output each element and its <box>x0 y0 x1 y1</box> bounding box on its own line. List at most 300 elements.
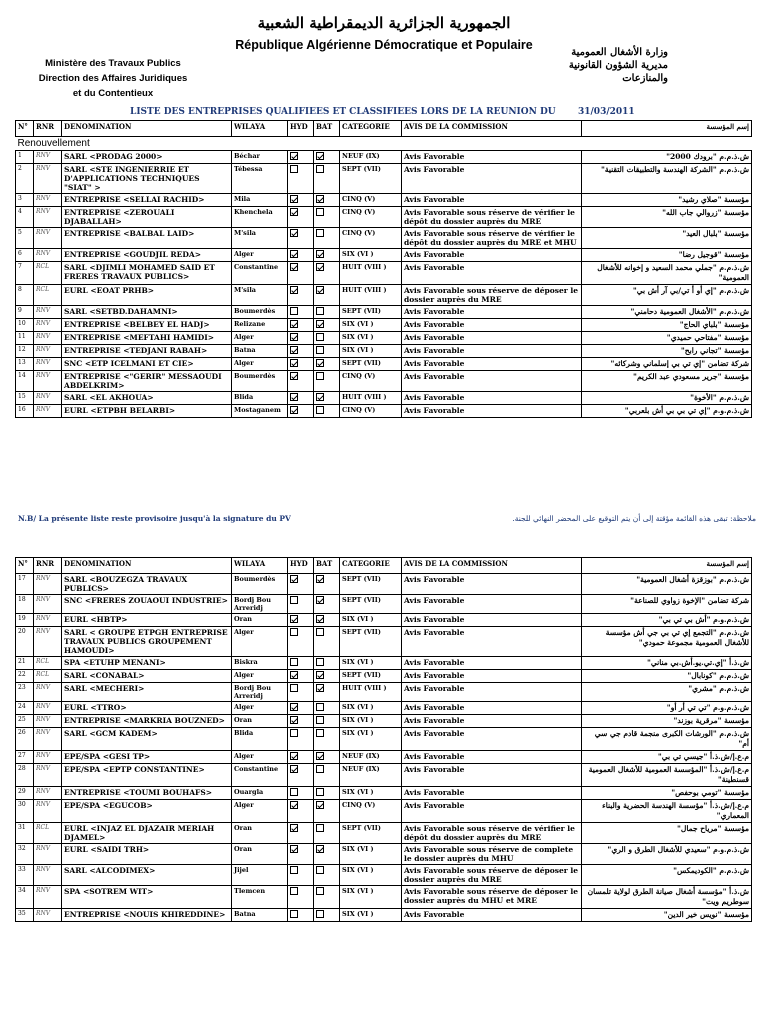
hyd-checkbox[interactable] <box>290 393 298 401</box>
row-rnr: RNV <box>34 728 62 751</box>
company-name: EPE/SPA <EGUCOB> <box>62 800 232 823</box>
row-rnr: RCL <box>34 823 62 844</box>
bat-cell <box>314 614 340 627</box>
company-name: ENTREPRISE <SELLAI RACHID> <box>62 194 232 207</box>
arabic-name: ش.ذ.م.م "التجمع إي تي بي جي أش مؤسسة للأشغال العمومية مجموعة حمودي" <box>582 627 752 657</box>
bat-cell <box>314 358 340 371</box>
category: SEPT (VII) <box>340 574 402 595</box>
bat-cell <box>314 909 340 922</box>
hyd-cell <box>288 194 314 207</box>
hyd-checkbox[interactable] <box>290 208 298 216</box>
company-name: ENTREPRISE <TOUMI BOUHAFS> <box>62 787 232 800</box>
row-number: 10 <box>16 319 34 332</box>
row-number: 7 <box>16 262 34 285</box>
table-row <box>16 787 752 800</box>
arabic-name: ش.ذ.م.و.م "سعيدي للأشغال الطرق و الري" <box>582 844 752 865</box>
section-row <box>16 137 752 151</box>
bat-checkbox[interactable] <box>316 359 324 367</box>
row-rnr: RNV <box>34 844 62 865</box>
nb-note-french: N.B/ La présente liste reste provisoire jusqu'à la signature du PV <box>18 514 291 523</box>
wilaya: Blida <box>232 728 288 751</box>
commission-opinion: Avis Favorable <box>402 392 582 405</box>
row-rnr: RNV <box>34 595 62 614</box>
arabic-name: مؤسسة "نويس خير الدين" <box>582 909 752 922</box>
row-rnr: RNV <box>34 151 62 164</box>
row-number: 15 <box>16 392 34 405</box>
arabic-name: ش.ذ.م.م "الأشغال العمومية دحامني" <box>582 306 752 319</box>
hyd-cell <box>288 886 314 909</box>
row-rnr: RNV <box>34 787 62 800</box>
bat-checkbox[interactable] <box>316 596 324 604</box>
commission-opinion: Avis Favorable sous réserve de vérifier le dépôt du dossier auprès du MRE <box>402 207 582 228</box>
col-rnr: RNR <box>34 558 62 574</box>
wilaya: Constantine <box>232 764 288 787</box>
table-row <box>16 358 752 371</box>
table-row <box>16 306 752 319</box>
company-name: ENTREPRISE <BELBEY EL HADJ> <box>62 319 232 332</box>
company-name: SNC <FRERES ZOUAOUI INDUSTRIE> <box>62 595 232 614</box>
row-number: 2 <box>16 164 34 194</box>
table-row <box>16 800 752 823</box>
bat-checkbox[interactable] <box>316 250 324 258</box>
arabic-name: م.ع.إ/ش.ذ.أ "جيسي تي بي" <box>582 751 752 764</box>
wilaya: Batna <box>232 345 288 358</box>
row-number: 28 <box>16 764 34 787</box>
category: CINQ (V) <box>340 207 402 228</box>
row-number: 22 <box>16 670 34 683</box>
arabic-name: ش.ذ.م.و.م "أش بي تي بي" <box>582 614 752 627</box>
table-row <box>16 715 752 728</box>
ministry-line-ar: والمنازعات <box>622 73 668 84</box>
bat-checkbox[interactable] <box>316 866 324 874</box>
wilaya: Jijel <box>232 865 288 886</box>
company-name: EURL <EOAT PRHB> <box>62 285 232 306</box>
hyd-checkbox[interactable] <box>290 406 298 414</box>
arabic-name: ش.ذ.م.م "الورشات الكبرى منجمة قادم جي سي أم" <box>582 728 752 751</box>
arabic-name: مؤسسة "تومي بوحفص" <box>582 787 752 800</box>
company-name: SPA <ETUHP MENANI> <box>62 657 232 670</box>
bat-checkbox[interactable] <box>316 658 324 666</box>
arabic-name: مؤسسة "مرقرية بوزند" <box>582 715 752 728</box>
hyd-checkbox[interactable] <box>290 575 298 583</box>
commission-opinion: Avis Favorable <box>402 800 582 823</box>
hyd-cell <box>288 764 314 787</box>
commission-opinion: Avis Favorable <box>402 787 582 800</box>
companies-table-2 <box>15 557 752 922</box>
hyd-cell <box>288 358 314 371</box>
table-row <box>16 595 752 614</box>
col-hyd: HYD <box>288 558 314 574</box>
company-name: ENTREPRISE <NOUIS KHIREDDINE> <box>62 909 232 922</box>
hyd-checkbox[interactable] <box>290 887 298 895</box>
bat-cell <box>314 715 340 728</box>
commission-opinion: Avis Favorable <box>402 306 582 319</box>
hyd-cell <box>288 800 314 823</box>
hyd-checkbox[interactable] <box>290 716 298 724</box>
wilaya: Tlemcen <box>232 886 288 909</box>
hyd-cell <box>288 627 314 657</box>
bat-checkbox[interactable] <box>316 729 324 737</box>
arabic-name: مؤسسة "بلباي الحاج" <box>582 319 752 332</box>
hyd-cell <box>288 715 314 728</box>
hyd-checkbox[interactable] <box>290 765 298 773</box>
bat-checkbox[interactable] <box>316 910 324 918</box>
hyd-checkbox[interactable] <box>290 628 298 636</box>
row-rnr: RNV <box>34 715 62 728</box>
hyd-cell <box>288 207 314 228</box>
wilaya: Batna <box>232 909 288 922</box>
col-arabic-name: إسم المؤسسة <box>582 558 752 574</box>
bat-cell <box>314 657 340 670</box>
hyd-checkbox[interactable] <box>290 250 298 258</box>
commission-opinion: Avis Favorable <box>402 595 582 614</box>
row-number: 30 <box>16 800 34 823</box>
table-row <box>16 657 752 670</box>
wilaya: Oran <box>232 614 288 627</box>
hyd-checkbox[interactable] <box>290 615 298 623</box>
row-number: 21 <box>16 657 34 670</box>
hyd-checkbox[interactable] <box>290 333 298 341</box>
bat-cell <box>314 844 340 865</box>
table-row <box>16 228 752 249</box>
arabic-name: مؤسسة "مفتاحي حميدي" <box>582 332 752 345</box>
wilaya: Alger <box>232 249 288 262</box>
arabic-name: ش.ذ.م.م "مشري" <box>582 683 752 702</box>
table-row <box>16 683 752 702</box>
arabic-name: ش.ذ.م.م "بوزقزة أشغال العمومية" <box>582 574 752 595</box>
hyd-checkbox[interactable] <box>290 658 298 666</box>
hyd-checkbox[interactable] <box>290 346 298 354</box>
bat-cell <box>314 627 340 657</box>
commission-opinion: Avis Favorable <box>402 702 582 715</box>
bat-checkbox[interactable] <box>316 263 324 271</box>
category: SIX (VI ) <box>340 715 402 728</box>
table-row <box>16 865 752 886</box>
hyd-checkbox[interactable] <box>290 788 298 796</box>
bat-checkbox[interactable] <box>316 372 324 380</box>
bat-checkbox[interactable] <box>316 703 324 711</box>
bat-checkbox[interactable] <box>316 801 324 809</box>
arabic-name: مؤسسة "مرياح جمال" <box>582 823 752 844</box>
bat-cell <box>314 728 340 751</box>
company-name: SARL <BOUZEGZA TRAVAUX PUBLICS> <box>62 574 232 595</box>
company-name: EURL <SAIDI TRH> <box>62 844 232 865</box>
commission-opinion: Avis Favorable <box>402 574 582 595</box>
category: HUIT (VIII ) <box>340 262 402 285</box>
col-rnr: RNR <box>34 121 62 137</box>
bat-checkbox[interactable] <box>316 575 324 583</box>
row-number: 18 <box>16 595 34 614</box>
bat-checkbox[interactable] <box>316 393 324 401</box>
arabic-name: م.ع.إ/ش.ذ.أ "مؤسسة الهندسة الحضرية والبناء المعماري" <box>582 800 752 823</box>
hyd-cell <box>288 285 314 306</box>
bat-checkbox[interactable] <box>316 615 324 623</box>
bat-cell <box>314 595 340 614</box>
ministry-line: Direction des Affaires Juridiques <box>38 73 188 84</box>
hyd-checkbox[interactable] <box>290 286 298 294</box>
arabic-name: ش.ذ.م.م "جملي محمد السعيد و إخوانه للأشغال العمومية" <box>582 262 752 285</box>
hyd-checkbox[interactable] <box>290 845 298 853</box>
arabic-name: ش.ذ.م.و.م "إي تي بي بي أش بلعربي" <box>582 405 752 418</box>
commission-opinion: Avis Favorable sous réserve de déposer le dossier auprès du MRE <box>402 865 582 886</box>
row-number: 12 <box>16 345 34 358</box>
bat-checkbox[interactable] <box>316 684 324 692</box>
commission-opinion: Avis Favorable <box>402 627 582 657</box>
nb-note-arabic: ملاحظة: تبقى هذه القائمة مؤقتة إلى أن يتم التوقيع على المحضر النهائي للجنة. <box>512 514 756 523</box>
company-name: ENTREPRISE <ZEROUALI DJABALLAH> <box>62 207 232 228</box>
wilaya: Béchar <box>232 151 288 164</box>
company-name: ENTREPRISE <MARKRIA BOUZNED> <box>62 715 232 728</box>
table-row <box>16 823 752 844</box>
commission-opinion: Avis Favorable <box>402 262 582 285</box>
table-row <box>16 844 752 865</box>
arabic-name: شركة تضامن "إي تي بي إسلماني وشركائه" <box>582 358 752 371</box>
hyd-cell <box>288 405 314 418</box>
commission-opinion: Avis Favorable <box>402 715 582 728</box>
commission-opinion: Avis Favorable sous réserve de vérifier le dépôt du dossier auprès du MRE et MHU <box>402 228 582 249</box>
row-rnr: RNV <box>34 392 62 405</box>
row-number: 24 <box>16 702 34 715</box>
bat-checkbox[interactable] <box>316 152 324 160</box>
hyd-checkbox[interactable] <box>290 703 298 711</box>
row-number: 35 <box>16 909 34 922</box>
category: CINQ (V) <box>340 194 402 207</box>
bat-cell <box>314 332 340 345</box>
wilaya: Relizane <box>232 319 288 332</box>
company-name: SARL <ALCODIMEX> <box>62 865 232 886</box>
arabic-name: مؤسسة "بلبال العيد" <box>582 228 752 249</box>
bat-cell <box>314 228 340 249</box>
row-rnr: RNV <box>34 405 62 418</box>
hyd-cell <box>288 371 314 392</box>
company-name: SARL <CONABAL> <box>62 670 232 683</box>
hyd-checkbox[interactable] <box>290 801 298 809</box>
hyd-checkbox[interactable] <box>290 165 298 173</box>
category: SIX (VI ) <box>340 249 402 262</box>
wilaya: Oran <box>232 844 288 865</box>
bat-checkbox[interactable] <box>316 229 324 237</box>
col-wilaya: WILAYA <box>232 558 288 574</box>
table-row <box>16 751 752 764</box>
bat-cell <box>314 194 340 207</box>
bat-cell <box>314 207 340 228</box>
row-number: 3 <box>16 194 34 207</box>
list-date: 31/03/2011 <box>578 107 635 117</box>
hyd-cell <box>288 332 314 345</box>
arabic-name: ش.ذ.م.م "كونابال" <box>582 670 752 683</box>
row-rnr: RCL <box>34 285 62 306</box>
bat-checkbox[interactable] <box>316 887 324 895</box>
bat-checkbox[interactable] <box>316 752 324 760</box>
hyd-checkbox[interactable] <box>290 596 298 604</box>
category: CINQ (V) <box>340 228 402 249</box>
row-rnr: RNV <box>34 886 62 909</box>
ministry-line-ar: وزارة الأشغال العمومية <box>571 47 668 58</box>
hyd-cell <box>288 574 314 595</box>
commission-opinion: Avis Favorable sous réserve de vérifier le dépôt du dossier auprès du MRE <box>402 823 582 844</box>
category: HUIT (VIII ) <box>340 683 402 702</box>
category: SIX (VI ) <box>340 657 402 670</box>
bat-checkbox[interactable] <box>316 716 324 724</box>
bat-cell <box>314 751 340 764</box>
bat-checkbox[interactable] <box>316 286 324 294</box>
bat-checkbox[interactable] <box>316 307 324 315</box>
row-rnr: RCL <box>34 262 62 285</box>
hyd-cell <box>288 319 314 332</box>
company-name: ENTREPRISE <TEDJANI RABAH> <box>62 345 232 358</box>
table-row <box>16 764 752 787</box>
arabic-title: الجمهورية الجزائرية الديمقراطية الشعبية <box>257 14 511 32</box>
bat-cell <box>314 371 340 392</box>
category: CINQ (V) <box>340 371 402 392</box>
bat-cell <box>314 683 340 702</box>
hyd-cell <box>288 595 314 614</box>
hyd-checkbox[interactable] <box>290 684 298 692</box>
row-number: 34 <box>16 886 34 909</box>
col-bat: BAT <box>314 558 340 574</box>
table-row <box>16 345 752 358</box>
bat-checkbox[interactable] <box>316 628 324 636</box>
arabic-name: ش.ذ.م.و.م "تي تي أر أو" <box>582 702 752 715</box>
category: SIX (VI ) <box>340 865 402 886</box>
commission-opinion: Avis Favorable <box>402 614 582 627</box>
category: SIX (VI ) <box>340 614 402 627</box>
company-name: SARL <MECHERI> <box>62 683 232 702</box>
table-row <box>16 392 752 405</box>
bat-checkbox[interactable] <box>316 195 324 203</box>
hyd-checkbox[interactable] <box>290 671 298 679</box>
hyd-checkbox[interactable] <box>290 910 298 918</box>
commission-opinion: Avis Favorable <box>402 751 582 764</box>
french-title: République Algérienne Démocratique et Populaire <box>235 38 533 52</box>
bat-checkbox[interactable] <box>316 346 324 354</box>
wilaya: M'sila <box>232 228 288 249</box>
company-name: EPE/SPA <GESI TP> <box>62 751 232 764</box>
ministry-line: et du Contentieux <box>72 88 154 99</box>
hyd-checkbox[interactable] <box>290 320 298 328</box>
category: SEPT (VII) <box>340 358 402 371</box>
company-name: ENTREPRISE <"GERIR" MESSAOUDI ABDELKRIM> <box>62 371 232 392</box>
hyd-checkbox[interactable] <box>290 729 298 737</box>
hyd-cell <box>288 728 314 751</box>
bat-checkbox[interactable] <box>316 765 324 773</box>
bat-cell <box>314 670 340 683</box>
commission-opinion: Avis Favorable <box>402 358 582 371</box>
bat-checkbox[interactable] <box>316 165 324 173</box>
hyd-checkbox[interactable] <box>290 229 298 237</box>
col-denomination: DENOMINATION <box>62 121 232 137</box>
company-name: ENTREPRISE <BALBAL LAID> <box>62 228 232 249</box>
table-row <box>16 405 752 418</box>
table-row <box>16 194 752 207</box>
hyd-checkbox[interactable] <box>290 263 298 271</box>
row-rnr: RNV <box>34 909 62 922</box>
hyd-cell <box>288 909 314 922</box>
arabic-name: ش.ذ.م.م "الشركة الهندسة والتطبيقات التقنية" <box>582 164 752 194</box>
category: SIX (VI ) <box>340 319 402 332</box>
company-name: SARL <DJIMLI MOHAMED SAID ET FRERES TRAVAUX PUBLICS> <box>62 262 232 285</box>
hyd-cell <box>288 392 314 405</box>
bat-checkbox[interactable] <box>316 845 324 853</box>
bat-checkbox[interactable] <box>316 406 324 414</box>
bat-checkbox[interactable] <box>316 333 324 341</box>
bat-checkbox[interactable] <box>316 320 324 328</box>
row-rnr: RNV <box>34 249 62 262</box>
hyd-cell <box>288 614 314 627</box>
wilaya: Alger <box>232 332 288 345</box>
category: SIX (VI ) <box>340 332 402 345</box>
commission-opinion: Avis Favorable <box>402 249 582 262</box>
wilaya: Biskra <box>232 657 288 670</box>
commission-opinion: Avis Favorable <box>402 909 582 922</box>
row-number: 29 <box>16 787 34 800</box>
hyd-cell <box>288 787 314 800</box>
category: SEPT (VII) <box>340 627 402 657</box>
hyd-cell <box>288 670 314 683</box>
table-row <box>16 285 752 306</box>
hyd-cell <box>288 151 314 164</box>
commission-opinion: Avis Favorable <box>402 194 582 207</box>
hyd-checkbox[interactable] <box>290 752 298 760</box>
hyd-checkbox[interactable] <box>290 824 298 832</box>
hyd-checkbox[interactable] <box>290 195 298 203</box>
bat-cell <box>314 319 340 332</box>
bat-cell <box>314 392 340 405</box>
hyd-checkbox[interactable] <box>290 372 298 380</box>
hyd-checkbox[interactable] <box>290 359 298 367</box>
row-rnr: RNV <box>34 764 62 787</box>
hyd-checkbox[interactable] <box>290 307 298 315</box>
wilaya: Alger <box>232 702 288 715</box>
hyd-checkbox[interactable] <box>290 866 298 874</box>
table-row <box>16 627 752 657</box>
bat-checkbox[interactable] <box>316 671 324 679</box>
wilaya: Alger <box>232 751 288 764</box>
company-name: EURL <HBTP> <box>62 614 232 627</box>
col-categorie: CATEGORIE <box>340 121 402 137</box>
bat-cell <box>314 306 340 319</box>
company-name: SARL <STE INGENIERRIE ET D'APPLICATIONS TECHNIQUES "SIAT" > <box>62 164 232 194</box>
row-rnr: RNV <box>34 371 62 392</box>
arabic-name: ش.ذ.م.م "برودك 2000" <box>582 151 752 164</box>
commission-opinion: Avis Favorable sous réserve de déposer le dossier auprès du MRE <box>402 285 582 306</box>
company-name: SARL <PRODAG 2000> <box>62 151 232 164</box>
table-header <box>16 558 752 574</box>
table-row <box>16 670 752 683</box>
row-rnr: RNV <box>34 683 62 702</box>
arabic-name: ش.ذ.أ "إي.تي.يو.أش.بي مناني" <box>582 657 752 670</box>
row-number: 27 <box>16 751 34 764</box>
wilaya: Alger <box>232 670 288 683</box>
hyd-checkbox[interactable] <box>290 152 298 160</box>
wilaya: Oran <box>232 823 288 844</box>
category: CINQ (V) <box>340 405 402 418</box>
wilaya: Khenchela <box>232 207 288 228</box>
bat-checkbox[interactable] <box>316 788 324 796</box>
commission-opinion: Avis Favorable <box>402 683 582 702</box>
bat-cell <box>314 345 340 358</box>
companies-table-1 <box>15 120 752 418</box>
category: HUIT (VIII ) <box>340 285 402 306</box>
hyd-cell <box>288 657 314 670</box>
bat-checkbox[interactable] <box>316 824 324 832</box>
row-rnr: RNV <box>34 332 62 345</box>
bat-cell <box>314 262 340 285</box>
bat-checkbox[interactable] <box>316 208 324 216</box>
wilaya: Alger <box>232 800 288 823</box>
row-number: 16 <box>16 405 34 418</box>
hyd-cell <box>288 345 314 358</box>
